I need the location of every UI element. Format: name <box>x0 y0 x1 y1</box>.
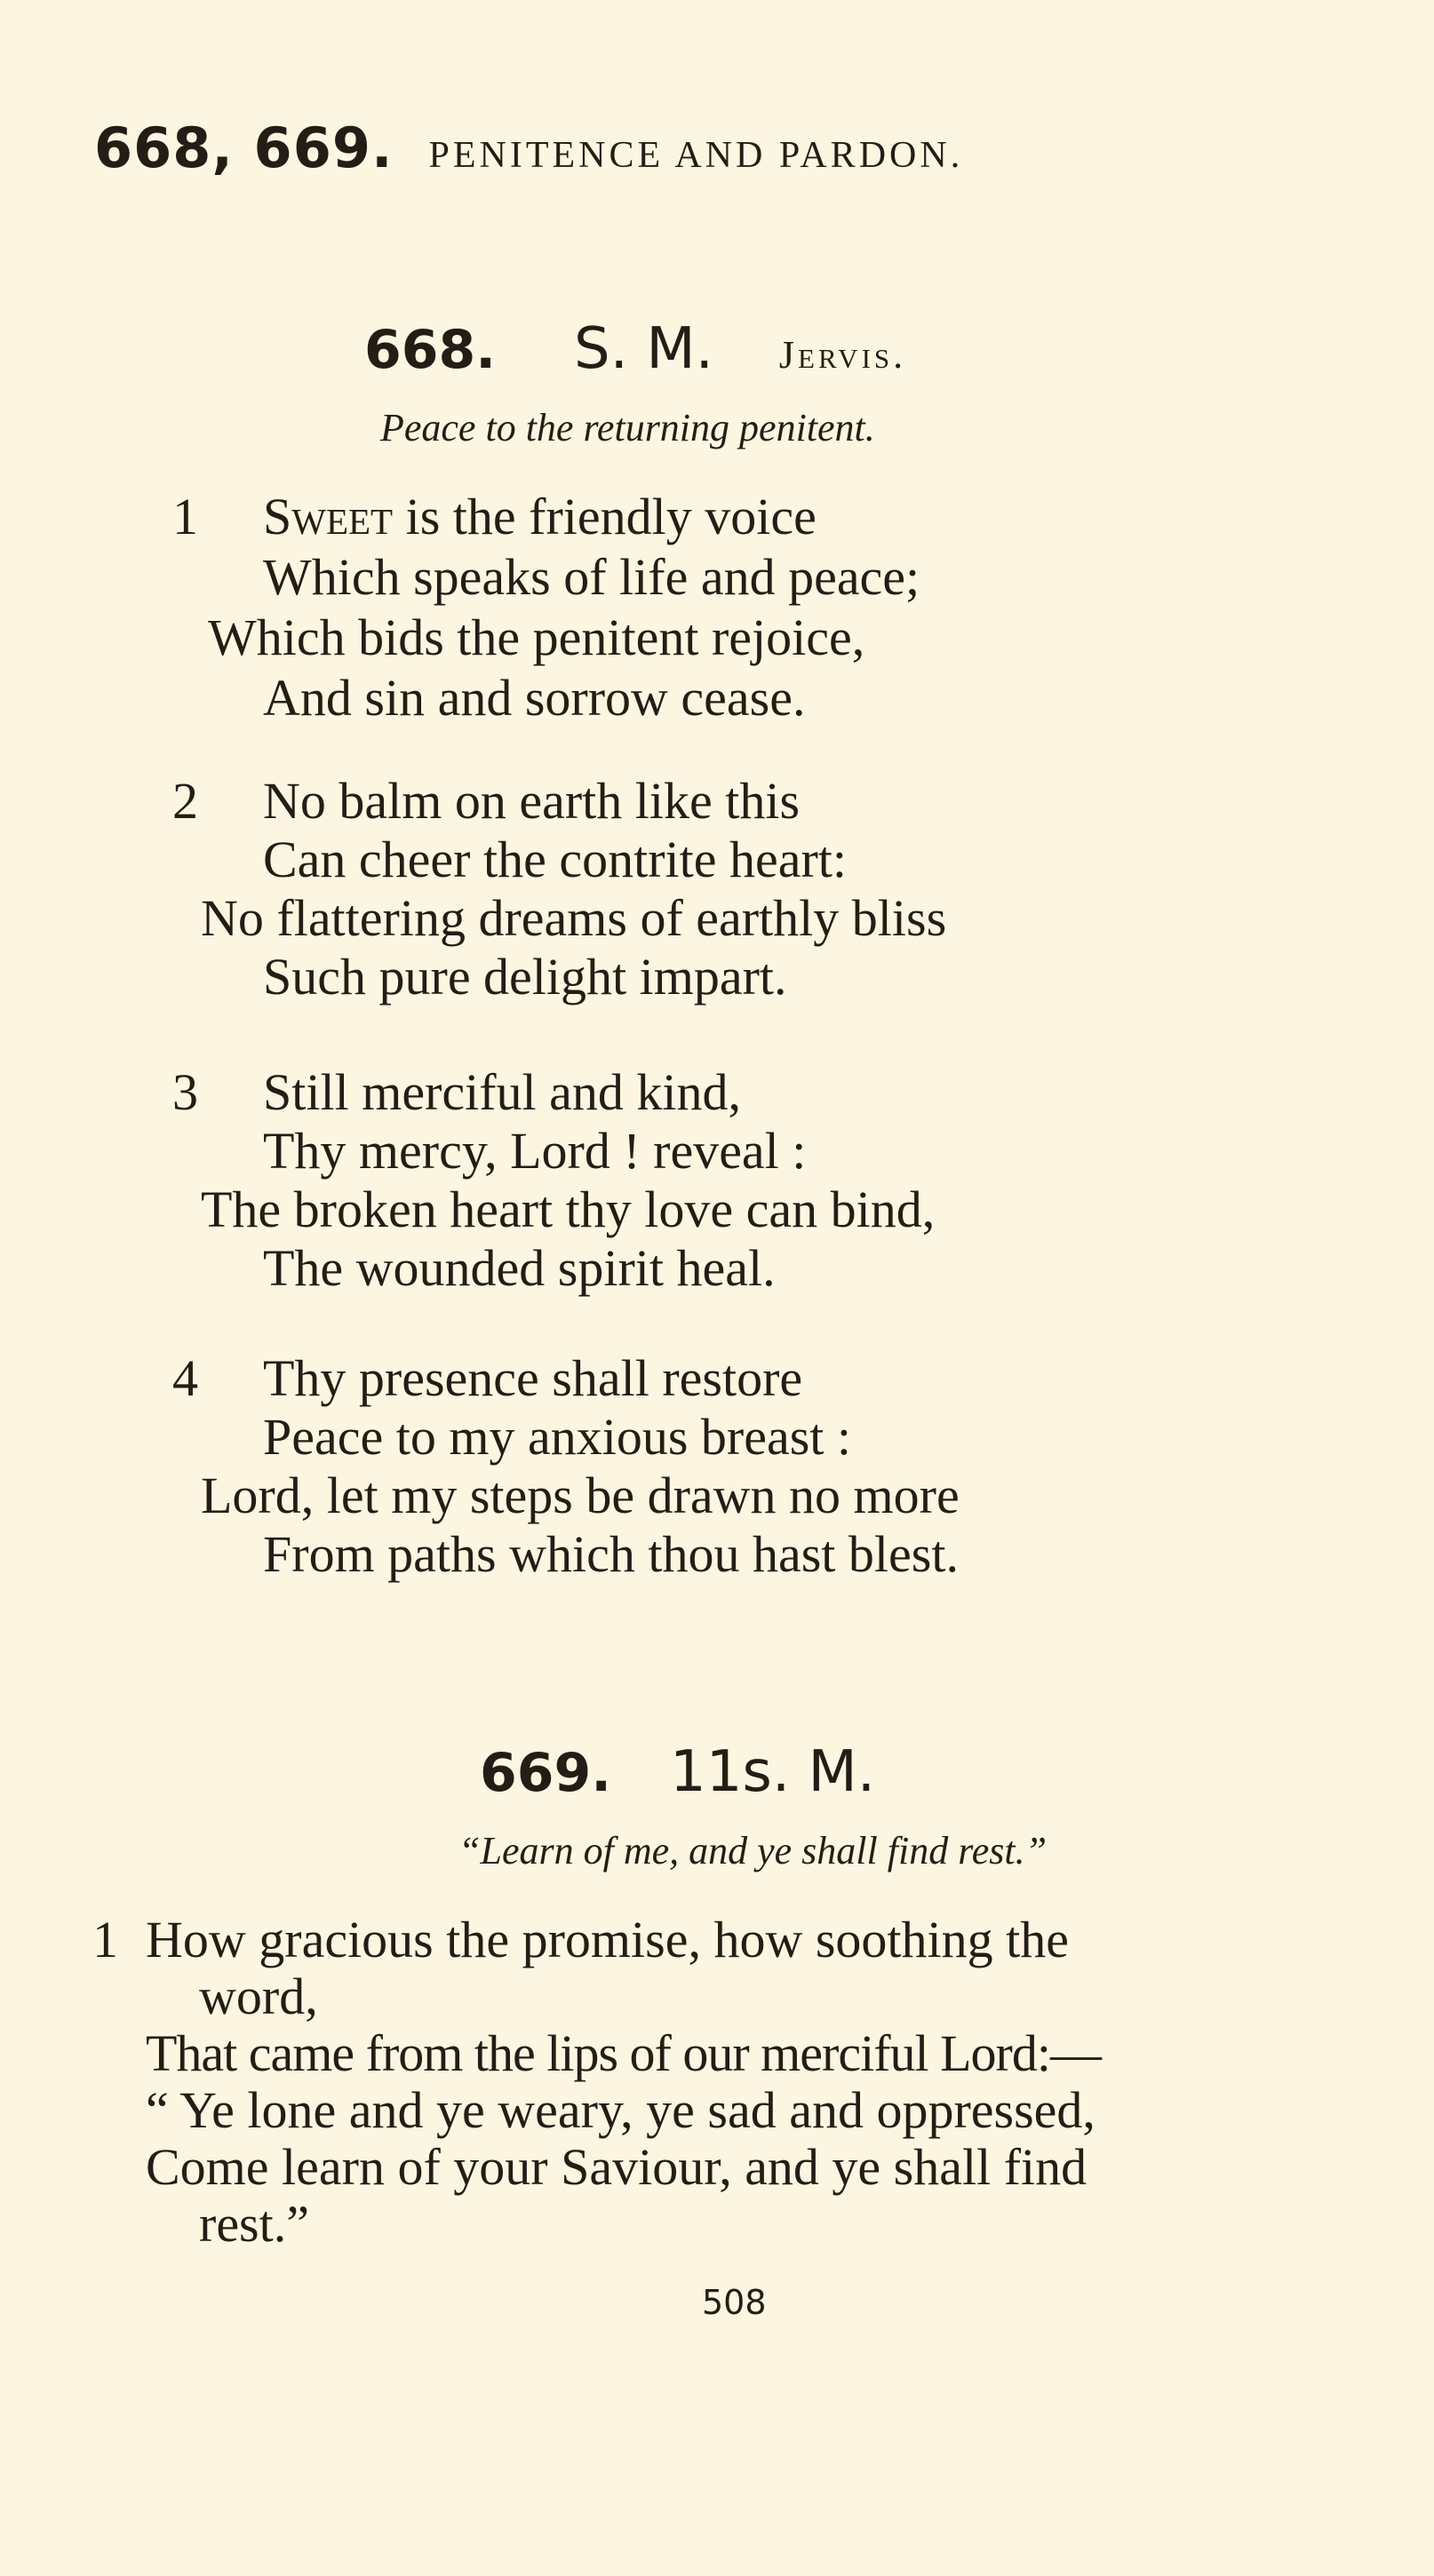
verse-first-line-rest: is the friendly voice <box>393 488 817 545</box>
hymn-669-heading <box>480 1739 875 1805</box>
hymn-669-meter: 11s. M. <box>670 1739 876 1805</box>
verse-line: The broken heart thy love can bind, <box>201 1181 936 1238</box>
hymn-668-meter: S. M. <box>574 316 713 382</box>
verse-line-text: Still merciful and kind, <box>263 1063 742 1121</box>
hymn-668-tune: Jervis. <box>778 333 907 377</box>
verse-line: Can cheer the contrite heart: <box>263 831 848 888</box>
verse-line: “ Ye lone and ye weary, ye sad and oppressed, <box>146 2081 1095 2139</box>
verse-line: word, <box>199 1968 318 2025</box>
verse-number: 1 <box>172 488 198 545</box>
verse-line: Peace to my anxious breast : <box>263 1408 851 1466</box>
verse-line: Thy mercy, Lord ! reveal : <box>263 1122 807 1180</box>
verse-line-text: No balm on earth like this <box>263 772 801 830</box>
verse-line: That came from the lips of our merciful Lord:— <box>146 2024 1101 2082</box>
running-head-title: PENITENCE AND PARDON. <box>428 135 964 176</box>
verse-line <box>172 1062 742 1123</box>
verse-line: From paths which thou hast blest. <box>263 1525 959 1583</box>
verse-line <box>172 487 817 547</box>
verse-line: Which speaks of life and peace; <box>263 548 920 606</box>
verse-number: 2 <box>172 772 198 830</box>
verse-line: And sin and sorrow cease. <box>263 669 806 727</box>
verse-number: 4 <box>172 1349 198 1407</box>
hymn-668-number: 668. <box>364 319 497 381</box>
hymn-668-subtitle: Peace to the returning penitent. <box>380 406 875 449</box>
verse-line: Lord, let my steps be drawn no more <box>201 1467 960 1524</box>
verse-first-word: Sweet <box>263 488 394 545</box>
verse-number: 1 <box>92 1911 118 1968</box>
verse-line-text: Thy presence shall restore <box>263 1349 803 1407</box>
verse-line <box>172 1348 803 1409</box>
verse-line: rest.” <box>199 2195 309 2253</box>
verse-line-text: How gracious the promise, how soothing the <box>146 1911 1070 1968</box>
verse-line <box>92 1910 1070 1970</box>
verse-line: Such pure delight impart. <box>263 948 787 1006</box>
hymn-669-number: 669. <box>480 1742 612 1804</box>
hymn-669-subtitle: “Learn of me, and ye shall find rest.” <box>458 1829 1048 1872</box>
hymn-668-heading <box>364 316 906 382</box>
verse-line: The wounded spirit heal. <box>263 1239 776 1297</box>
verse-line <box>172 771 801 831</box>
verse-line: No flattering dreams of earthly bliss <box>201 889 947 947</box>
verse-number: 3 <box>172 1063 198 1121</box>
running-head <box>94 115 963 180</box>
verse-line: Which bids the penitent rejoice, <box>208 608 865 666</box>
running-head-hymn-numbers: 668, 669. <box>94 115 394 180</box>
page-number: 508 <box>702 2283 767 2322</box>
verse-line: Come learn of your Saviour, and ye shall find <box>146 2138 1087 2196</box>
